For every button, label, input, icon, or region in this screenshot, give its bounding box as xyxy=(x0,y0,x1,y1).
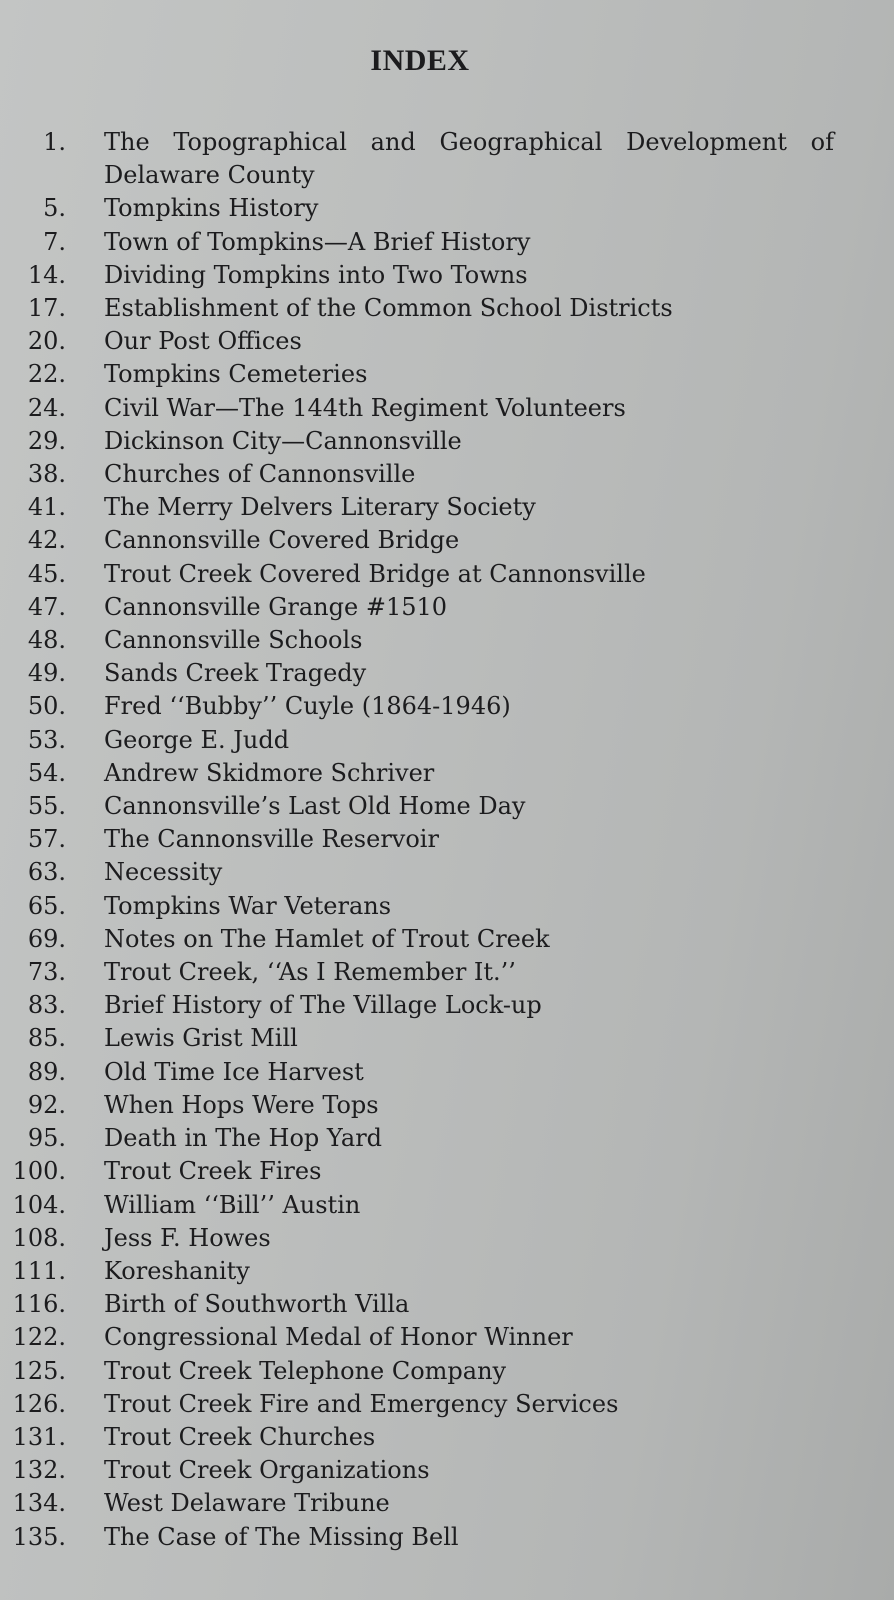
index-entry xyxy=(0,724,894,757)
entry-page-number: 83. xyxy=(27,991,66,1020)
entry-page-number: 53. xyxy=(27,725,66,754)
entry-title: Trout Creek Organizations xyxy=(104,1456,430,1485)
index-entry xyxy=(0,890,894,923)
index-entry xyxy=(0,458,894,491)
entry-page-number: 63. xyxy=(27,858,66,887)
entry-title: Dickinson City—Cannonsville xyxy=(104,426,462,455)
index-entry xyxy=(0,591,894,624)
entry-page-number: 89. xyxy=(27,1057,66,1086)
index-entry xyxy=(0,1189,894,1222)
entry-page-number: 65. xyxy=(27,891,66,920)
entry-title: Trout Creek Fires xyxy=(104,1157,322,1186)
index-entry xyxy=(0,1222,894,1255)
index-entry xyxy=(0,524,894,557)
entry-page-number: 69. xyxy=(27,924,66,953)
index-entry xyxy=(0,1521,894,1554)
entry-page-number: 42. xyxy=(27,526,66,555)
index-entry xyxy=(0,292,894,325)
entry-page-number: 57. xyxy=(27,825,66,854)
index-entry xyxy=(0,259,894,292)
entry-title: Tompkins Cemeteries xyxy=(104,360,368,389)
entry-page-number: 5. xyxy=(43,194,66,223)
index-entry xyxy=(0,1355,894,1388)
index-entry xyxy=(0,1022,894,1055)
index-entry xyxy=(0,1388,894,1421)
index-entry xyxy=(0,956,894,989)
index-entry xyxy=(0,1421,894,1454)
index-entry xyxy=(0,126,894,192)
entry-page-number: 73. xyxy=(27,958,66,987)
index-list xyxy=(0,126,894,1554)
entry-title: Churches of Cannonsville xyxy=(104,460,416,489)
entry-title: Cannonsville Covered Bridge xyxy=(104,526,460,555)
entry-title: Trout Creek Telephone Company xyxy=(104,1356,507,1385)
entry-page-number: 55. xyxy=(27,792,66,821)
entry-page-number: 92. xyxy=(27,1090,66,1119)
index-entry xyxy=(0,790,894,823)
index-entry xyxy=(0,1056,894,1089)
entry-title: Tompkins War Veterans xyxy=(104,891,392,920)
entry-page-number: 104. xyxy=(12,1190,66,1219)
entry-page-number: 131. xyxy=(12,1422,66,1451)
page-title: INDEX xyxy=(370,44,470,77)
entry-title: Jess F. Howes xyxy=(104,1223,271,1252)
entry-title: Tompkins History xyxy=(104,194,319,223)
index-entry xyxy=(0,226,894,259)
index-entry xyxy=(0,558,894,591)
entry-title: Koreshanity xyxy=(104,1256,250,1285)
index-entry xyxy=(0,1122,894,1155)
index-entry xyxy=(0,856,894,889)
entry-title: Notes on The Hamlet of Trout Creek xyxy=(104,924,550,953)
entry-page-number: 49. xyxy=(27,659,66,688)
entry-title: Trout Creek Covered Bridge at Cannonsville xyxy=(104,559,646,588)
entry-title: Sands Creek Tragedy xyxy=(104,659,367,688)
index-entry xyxy=(0,989,894,1022)
index-entry xyxy=(0,1089,894,1122)
entry-title: The Case of The Missing Bell xyxy=(104,1522,459,1551)
entry-title: Dividing Tompkins into Two Towns xyxy=(104,260,528,289)
entry-title: Fred ‘‘Bubby’’ Cuyle (1864-1946) xyxy=(104,692,511,721)
entry-title: William ‘‘Bill’’ Austin xyxy=(104,1190,361,1219)
entry-page-number: 38. xyxy=(27,460,66,489)
entry-page-number: 41. xyxy=(27,493,66,522)
entry-page-number: 7. xyxy=(43,227,66,256)
entry-page-number: 14. xyxy=(27,260,66,289)
entry-title: The Merry Delvers Literary Society xyxy=(104,493,536,522)
entry-page-number: 45. xyxy=(27,559,66,588)
entry-page-number: 1. xyxy=(43,128,66,156)
entry-title: Death in The Hop Yard xyxy=(104,1124,383,1153)
index-entry xyxy=(0,823,894,856)
entry-page-number: 24. xyxy=(27,393,66,422)
entry-title: Birth of Southworth Villa xyxy=(104,1290,410,1319)
index-entry xyxy=(0,192,894,225)
index-entry xyxy=(0,358,894,391)
entry-title: Our Post Offices xyxy=(104,327,302,356)
entry-page-number: 134. xyxy=(12,1489,66,1518)
index-entry xyxy=(0,1454,894,1487)
entry-page-number: 85. xyxy=(27,1024,66,1053)
entry-title: The Topographical and Geographical Development of Delaware County xyxy=(104,128,834,190)
entry-page-number: 20. xyxy=(27,327,66,356)
index-entry xyxy=(0,1155,894,1188)
entry-title: Brief History of The Village Lock-up xyxy=(104,991,542,1020)
index-entry xyxy=(0,624,894,657)
entry-page-number: 108. xyxy=(12,1223,66,1252)
entry-page-number: 125. xyxy=(12,1356,66,1385)
entry-page-number: 47. xyxy=(27,592,66,621)
entry-title: Cannonsville’s Last Old Home Day xyxy=(104,792,526,821)
entry-title: Old Time Ice Harvest xyxy=(104,1057,364,1086)
entry-page-number: 111. xyxy=(12,1256,66,1285)
entry-title: Trout Creek Churches xyxy=(104,1422,376,1451)
entry-title: George E. Judd xyxy=(104,725,290,754)
index-entry xyxy=(0,923,894,956)
entry-page-number: 95. xyxy=(27,1124,66,1153)
entry-page-number: 17. xyxy=(27,294,66,323)
entry-page-number: 132. xyxy=(12,1456,66,1485)
index-entry xyxy=(0,757,894,790)
entry-page-number: 126. xyxy=(12,1389,66,1418)
entry-page-number: 29. xyxy=(27,426,66,455)
entry-title: Congressional Medal of Honor Winner xyxy=(104,1323,573,1352)
index-entry xyxy=(0,657,894,690)
index-entry xyxy=(0,1288,894,1321)
entry-title: Trout Creek, ‘‘As I Remember It.’’ xyxy=(104,958,516,987)
index-entry xyxy=(0,491,894,524)
index-entry xyxy=(0,325,894,358)
entry-title: When Hops Were Tops xyxy=(104,1090,379,1119)
index-entry xyxy=(0,425,894,458)
entry-page-number: 54. xyxy=(27,758,66,787)
index-entry xyxy=(0,392,894,425)
index-entry xyxy=(0,1321,894,1354)
entry-page-number: 48. xyxy=(27,626,66,655)
entry-page-number: 135. xyxy=(12,1522,66,1551)
entry-page-number: 122. xyxy=(12,1323,66,1352)
entry-page-number: 100. xyxy=(12,1157,66,1186)
entry-title: Andrew Skidmore Schriver xyxy=(104,758,435,787)
entry-title: Town of Tompkins—A Brief History xyxy=(104,227,531,256)
index-entry xyxy=(0,1487,894,1520)
entry-title: West Delaware Tribune xyxy=(104,1489,390,1518)
entry-title: Trout Creek Fire and Emergency Services xyxy=(104,1389,619,1418)
entry-page-number: 50. xyxy=(27,692,66,721)
index-entry xyxy=(0,1255,894,1288)
index-entry xyxy=(0,690,894,723)
entry-title: Necessity xyxy=(104,858,223,887)
entry-title: The Cannonsville Reservoir xyxy=(104,825,439,854)
entry-title: Cannonsville Schools xyxy=(104,626,363,655)
entry-title: Civil War—The 144th Regiment Volunteers xyxy=(104,393,626,422)
entry-page-number: 116. xyxy=(12,1290,66,1319)
entry-title: Establishment of the Common School Districts xyxy=(104,294,673,323)
entry-title: Cannonsville Grange #1510 xyxy=(104,592,448,621)
entry-page-number: 22. xyxy=(27,360,66,389)
entry-title: Lewis Grist Mill xyxy=(104,1024,298,1053)
